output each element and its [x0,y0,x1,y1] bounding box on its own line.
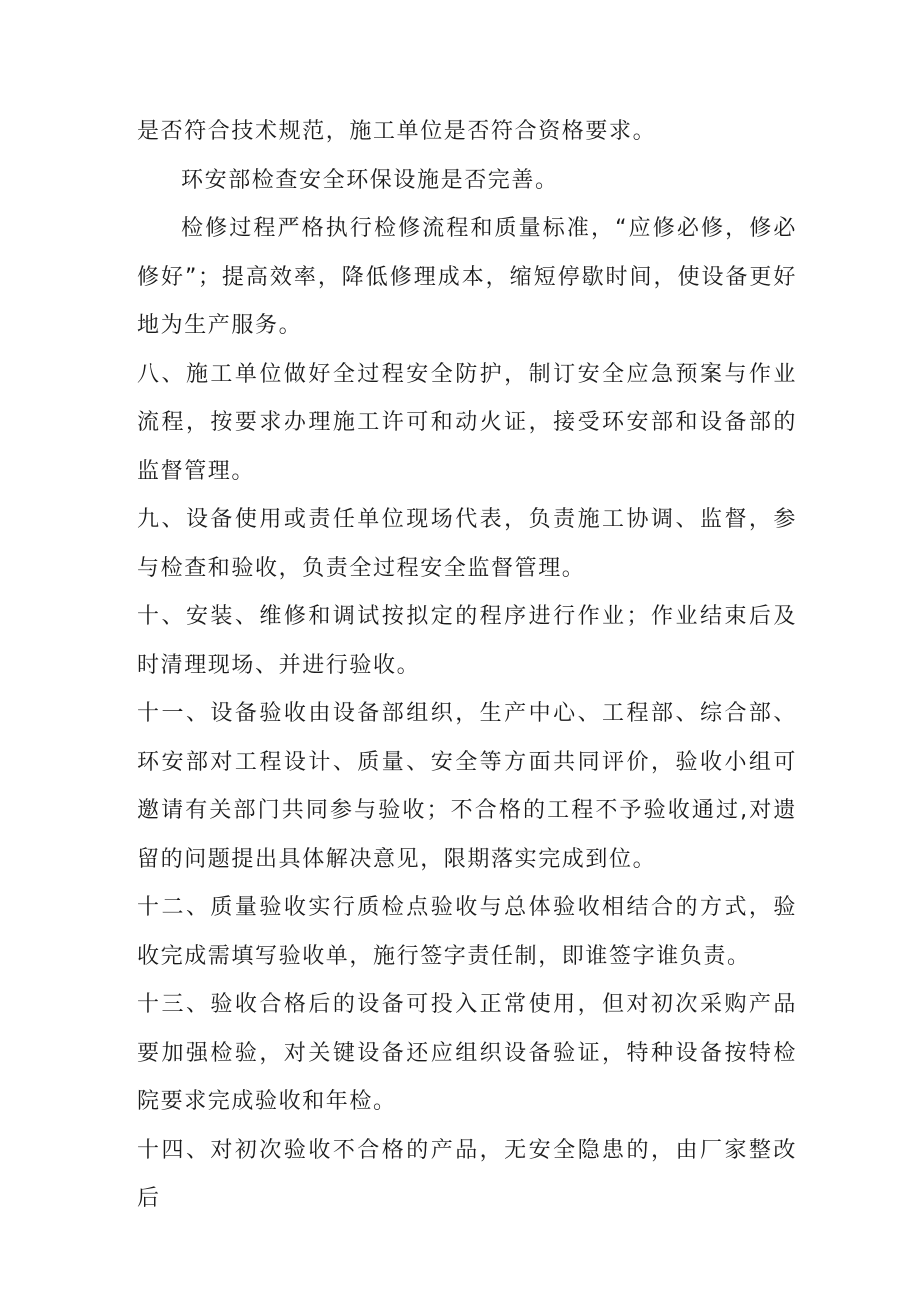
paragraph-item-12: 十二、质量验收实行质检点验收与总体验收相结合的方式，验收完成需填写验收单，施行签字责任制，即谁签字谁负责。 [137,895,797,969]
document-body [137,108,797,1224]
paragraph-1: 是否符合技术规范，施工单位是否符合资格要求。 [137,119,657,144]
paragraph-item-13: 十三、验收合格后的设备可投入正常使用，但对初次采购产品要加强检验，对关键设备还应组织设备验证，特种设备按特检院要求完成验收和年检。 [137,992,797,1114]
paragraph-item-10: 十、安装、维修和调试按拟定的程序进行作业；作业结束后及时清理现场、并进行验收。 [137,604,797,678]
paragraph-item-11: 十一、设备验收由设备部组织，生产中心、工程部、综合部、环安部对工程设计、质量、安全等方面共同评价，验收小组可邀请有关部门共同参与验收；不合格的工程不予验收通过,对遗留的问题提出具体解决意见，限期落实完成到位。 [137,701,797,872]
paragraph-3: 检修过程严格执行检修流程和质量标准，“应修必修，修必修好”；提高效率，降低修理成本，缩短停歇时间，使设备更好地为生产服务。 [137,216,797,338]
paragraph-item-8: 八、施工单位做好全过程安全防护，制订安全应急预案与作业流程，按要求办理施工许可和动火证，接受环安部和设备部的监督管理。 [137,361,797,484]
paragraph-item-9: 九、设备使用或责任单位现场代表，负责施工协调、监督，参与检查和验收，负责全过程安全监督管理。 [137,507,797,581]
paragraph-2: 环安部检查安全环保设施是否完善。 [181,167,559,193]
paragraph-item-14: 十四、对初次验收不合格的产品，无安全隐患的，由厂家整改后 [137,1137,797,1211]
